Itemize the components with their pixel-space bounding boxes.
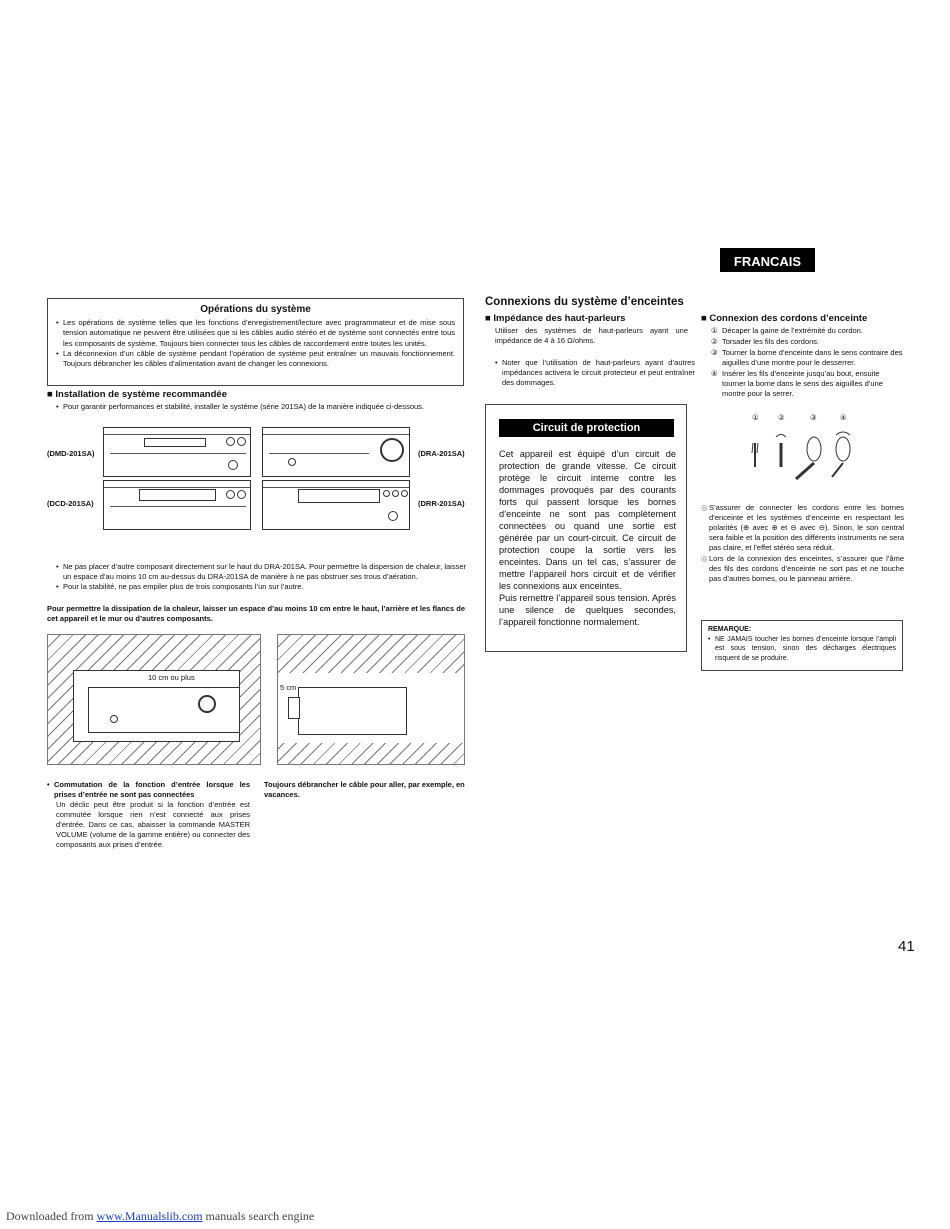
cord-connection-figure: ① ② ③ ④	[748, 413, 858, 483]
cord-notes	[701, 503, 904, 584]
gap-top-label: 10 cm ou plus	[148, 673, 195, 682]
footer-prefix: Downloaded from	[6, 1209, 94, 1223]
cord-note-2: ◎ Lors de la connexion des enceintes, s’assurer que l’âme des fils des cordons d’enceinte ne sort pas et ne touche pas d’autres bornes, ou le panneau arrière.	[701, 554, 904, 583]
drr-device-illustration	[262, 480, 410, 530]
installation-intro: • Pour garantir performances et stabilité, installer le système (série 201SA) de la manière indiquée ci-dessous.	[56, 402, 473, 412]
cord-connection-title: ■ Connexion des cordons d’enceinte	[701, 313, 867, 324]
cord-step-4: ④ Insérer les fils d’enceinte jusqu’au bout, ensuite tourner la borne dans le sens des aiguilles d’une montre pour la serrer.	[711, 369, 883, 398]
cord-steps	[711, 326, 905, 399]
dra-device-illustration	[262, 427, 410, 477]
protection-paragraph-1: Cet appareil est équipé d’un circuit de protection de grande vitesse. Ce circuit protège le circuit interne contre les dommages provoqués par des courants forts qui passent lorsque les bornes d’enceinte ne sont pas complètement connectées ou quand une sortie est générée par un court-circuit. Ce circuit de protection coupe la sortie vers les enceintes. Dans un tel cas, s’assurer de mettre l’appareil hors circuit et de vérifier les connexions aux enceintes.	[499, 449, 676, 591]
dcd-device-illustration	[103, 480, 251, 530]
speaker-system-title: Connexions du système d’enceintes	[485, 296, 684, 308]
switching-body: Un déclic peut être produit si la fonction d’entrée est commutée lorsque rien n’est connecté aux prises d’entrée. Dans ce cas, abaisser la commande MASTER VOLUME (volume de la gamme entière) ou connecter des composants aux prises d’entrée.	[56, 800, 250, 849]
protection-paragraph-2: Puis remettre l’appareil sous tension. Après une silence de quelques secondes, l’appareil fonctionne normalement.	[499, 593, 676, 627]
operations-title: Opérations du système	[200, 304, 311, 315]
cord-note-1: ◎ S’assurer de connecter les cordons entre les bornes d’enceinte et les systèmes d’enceinte en respectant les polarités (⊕ avec ⊕ et ⊖ avec ⊖). Sinon, le son central sera faible et la position des différents instruments ne sera pas claire, et l’effet stéréo sera réduit.	[701, 503, 904, 552]
cord-step-3: ③ Tourner la borne d’enceinte dans le sens contraire des aiguilles d’une montre pour le desserrer.	[711, 348, 903, 367]
footer-suffix: manuals search engine	[205, 1209, 315, 1223]
impedance-text: Utiliser des systèmes de haut-parleurs ayant une impédance de 4 à 16 Ω/ohms.	[495, 326, 688, 345]
switching-title: • Commutation de la fonction d’entrée lorsque les prises d’entrée ne sont pas connectées	[47, 780, 250, 800]
switching-section	[47, 780, 250, 850]
protection-title: Circuit de protection	[499, 419, 674, 437]
remark-title: REMARQUE:	[708, 626, 752, 633]
installation-notes	[56, 562, 466, 592]
clearance-front-diagram	[47, 634, 261, 765]
language-badge: FRANCAIS	[720, 248, 815, 272]
manualslib-link[interactable]: www.Manualslib.com	[96, 1209, 203, 1223]
cord-step-2: ② Torsader les fils des cordons.	[711, 337, 820, 346]
cord-step-1: ① Décaper la gaine de l’extrémité du cordon.	[711, 326, 863, 335]
installation-note-1: • Ne pas placer d’autre composant directement sur le haut du DRA-201SA. Pour permettre la dispersion de chaleur, laisser un espace d’au moins 10 cm au-dessus du DRA-201SA de manière à ne pas obstruer ses trous d’aération.	[56, 562, 466, 582]
clearance-side-diagram	[277, 634, 465, 765]
remark-box	[701, 620, 903, 671]
operations-bullet-2: • La déconnexion d’un câble de système pendant l’opération de système peut entraîner un mauvais fonctionnement. Toujours débrancher les câbles d’alimentation avant de changer les connexions.	[56, 349, 455, 370]
remark-text: • NE JAMAIS toucher les bornes d’enceinte lorsque l’ampli est sous tension, sinon des décharges électriques risquent de se produire.	[708, 635, 896, 664]
footer	[6, 1209, 314, 1224]
label-dcd: (DCD-201SA)	[47, 499, 94, 508]
heat-note: Pour permettre la dissipation de la chaleur, laisser un espace d’au moins 10 cm entre le haut, l’arrière et les flancs de cet appareil et le mur ou d’autres composants.	[47, 604, 465, 623]
dmd-device-illustration	[103, 427, 251, 477]
label-dmd: (DMD-201SA)	[47, 449, 95, 458]
installation-note-2: • Pour la stabilité, ne pas empiler plus de trois composants l’un sur l’autre.	[56, 582, 466, 592]
gap-side-label: 5 cm	[280, 683, 297, 692]
installation-title: ■ Installation de système recommandée	[47, 389, 227, 400]
protection-box	[485, 404, 687, 652]
label-dra: (DRA-201SA)	[418, 449, 465, 458]
unplug-note: Toujours débrancher le câble pour aller, par exemple, en vacances.	[264, 780, 465, 799]
operations-bullet-1: • Les opérations de système telles que les fonctions d’enregistrement/lecture avec programmateur et de mise sous tension automatique ne peuvent être utilisées que si les câbles audio stéréo et de système sont connectés entre tous les composants de système. Toujours bien connecter tous les câbles de raccordement entre toutes les unités.	[56, 318, 455, 349]
label-drr: (DRR-201SA)	[418, 499, 465, 508]
page-number: 41	[898, 938, 915, 955]
impedance-note: • Noter que l’utilisation de haut-parleurs ayant d’autres impédances activera le circuit protecteur et peut entraîner des dommages.	[495, 358, 695, 388]
operations-box	[47, 298, 464, 386]
protection-body	[499, 448, 676, 628]
cord-steps-illustration	[748, 425, 858, 485]
impedance-title: ■ Impédance des haut-parleurs	[485, 313, 625, 324]
